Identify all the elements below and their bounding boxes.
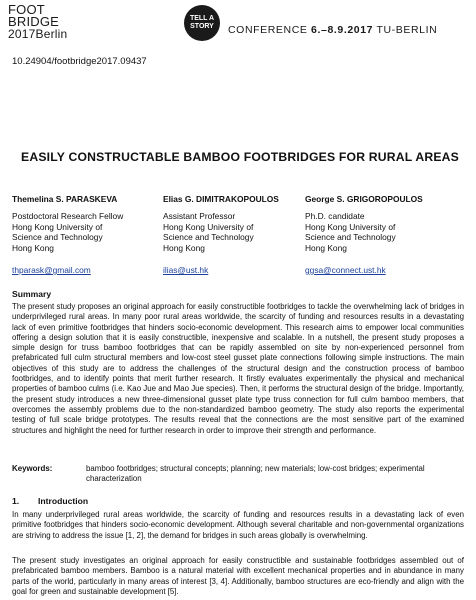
author-affiliation-line: Ph.D. candidate (305, 211, 365, 222)
author-affiliation-line: Hong Kong (12, 242, 54, 253)
author-email-link[interactable]: ilias@ust.hk (163, 265, 209, 276)
badge-line-2: STORY (190, 23, 214, 30)
introduction-paragraph-2: The present study investigates an original approach for easily constructible and sustainable footbridges assembled out of prefabricated bamboo members. Bamboo is a natural material with excellent mechanical properties and in abundance in many parts of the world, particularly in many areas of interest [3, 4]. Additionally, bamboo structures are eco-friendly and align with the goal for green and sustainable development [5]. (12, 556, 464, 596)
summary-heading: Summary (12, 289, 52, 299)
author-affiliation-line: Science and Technology (163, 232, 254, 243)
logo-line-1: FOOT (8, 2, 45, 17)
author-email-link[interactable]: ggsa@connect.ust.hk (305, 265, 386, 276)
author-affiliation-line: Hong Kong (305, 242, 347, 253)
summary-text: The present study proposes an original approach for easily constructible footbridges to tackle the overwhelming lack of bridges in underprivileged rural areas. In many poor rural areas worldwide, the scarcity of funding and resources results in a devastating lack of even primitive footbridges that hinders socio-economic development. This research aims to empower local communities offering a design solution that it is easily constructible, inexpensive and scalable. In a nutshell, the present study proposes a simple design for truss bamboo footbridges that can be rapidly assembled on site by non-experienced personnel from prefabricated full culm structural members and low-cost steel gusset plate connections following simple instructions. The main objectives of this study are to address the challenges of the structural design and the construction process of bamboo footbridges, and to identify points that merit further research. It firstly evaluates experimentally the physical and mechanical properties of bamboo culms (i.e. Kao Jue and Mao Jue species). Then, it performs the structural design of the bridge. Importantly, the present study introduces a new three-dimensional gusset plate type truss connection for full culm bamboo members, that overcomes the assembly problems due to the non-standardized bamboo geometry. The study also reports the experimental testing of full scale bridge prototypes. The results reveal that the connections are the most sensitive part of the examined structures and highlight the need for further research in order to improve their strength and performance. (12, 302, 464, 435)
author-affiliation-line: Hong Kong University of (163, 221, 254, 232)
author-affiliation-line: Assistant Professor (163, 211, 236, 222)
author-affiliation-line: Hong Kong University of (305, 221, 396, 232)
logo-line-3: 2017Berlin (8, 27, 68, 41)
conference-place: TU-BERLIN (376, 24, 438, 36)
keywords-value: bamboo footbridges; structural concepts; planning; new materials; low-cost bridges; experimental characterization (86, 464, 425, 484)
doi: 10.24904/footbridge2017.09437 (12, 56, 147, 67)
author-3 (305, 194, 423, 275)
conference-dates: 6.–8.9.2017 (311, 24, 374, 36)
tell-a-story-badge (184, 5, 220, 41)
logo-line-2: BRIDGE (8, 14, 60, 29)
author-name: Elias G. DIMITRAKOPOULOS (163, 194, 279, 204)
keywords-label: Keywords: (12, 464, 53, 473)
badge-line-1: TELL A (189, 15, 215, 22)
conference-info (228, 24, 437, 36)
conference-header (0, 0, 476, 48)
author-name: George S. GRIGOROPOULOS (305, 194, 423, 204)
author-email-link[interactable]: thparask@gmail.com (12, 265, 91, 276)
section-number: 1. (12, 496, 20, 506)
author-affiliation-line: Hong Kong (163, 242, 205, 253)
introduction-heading (12, 496, 88, 506)
paper-title: EASILY CONSTRUCTABLE BAMBOO FOOTBRIDGES FOR RURAL AREAS (20, 150, 460, 164)
introduction-paragraph-1: In many underprivileged rural areas worldwide, the scarcity of funding and resources results in a devastating lack of even primitive footbridges that hinders socio-economic development. Although several charitable and non-governmental organizations are striving to address the issue [1, 2], the demand for bridges in such areas globally is overwhelming. (12, 510, 464, 540)
author-affiliation-line: Science and Technology (12, 232, 103, 243)
author-affiliation-line: Postdoctoral Research Fellow (12, 211, 124, 222)
author-1 (12, 194, 123, 275)
footbridge-logo (8, 4, 88, 40)
section-title: Introduction (38, 496, 89, 506)
conference-label: CONFERENCE (228, 24, 308, 36)
author-name: Themelina S. PARASKEVA (12, 194, 118, 204)
author-2 (163, 194, 279, 275)
author-affiliation-line: Hong Kong University of (12, 221, 103, 232)
author-affiliation-line: Science and Technology (305, 232, 396, 243)
